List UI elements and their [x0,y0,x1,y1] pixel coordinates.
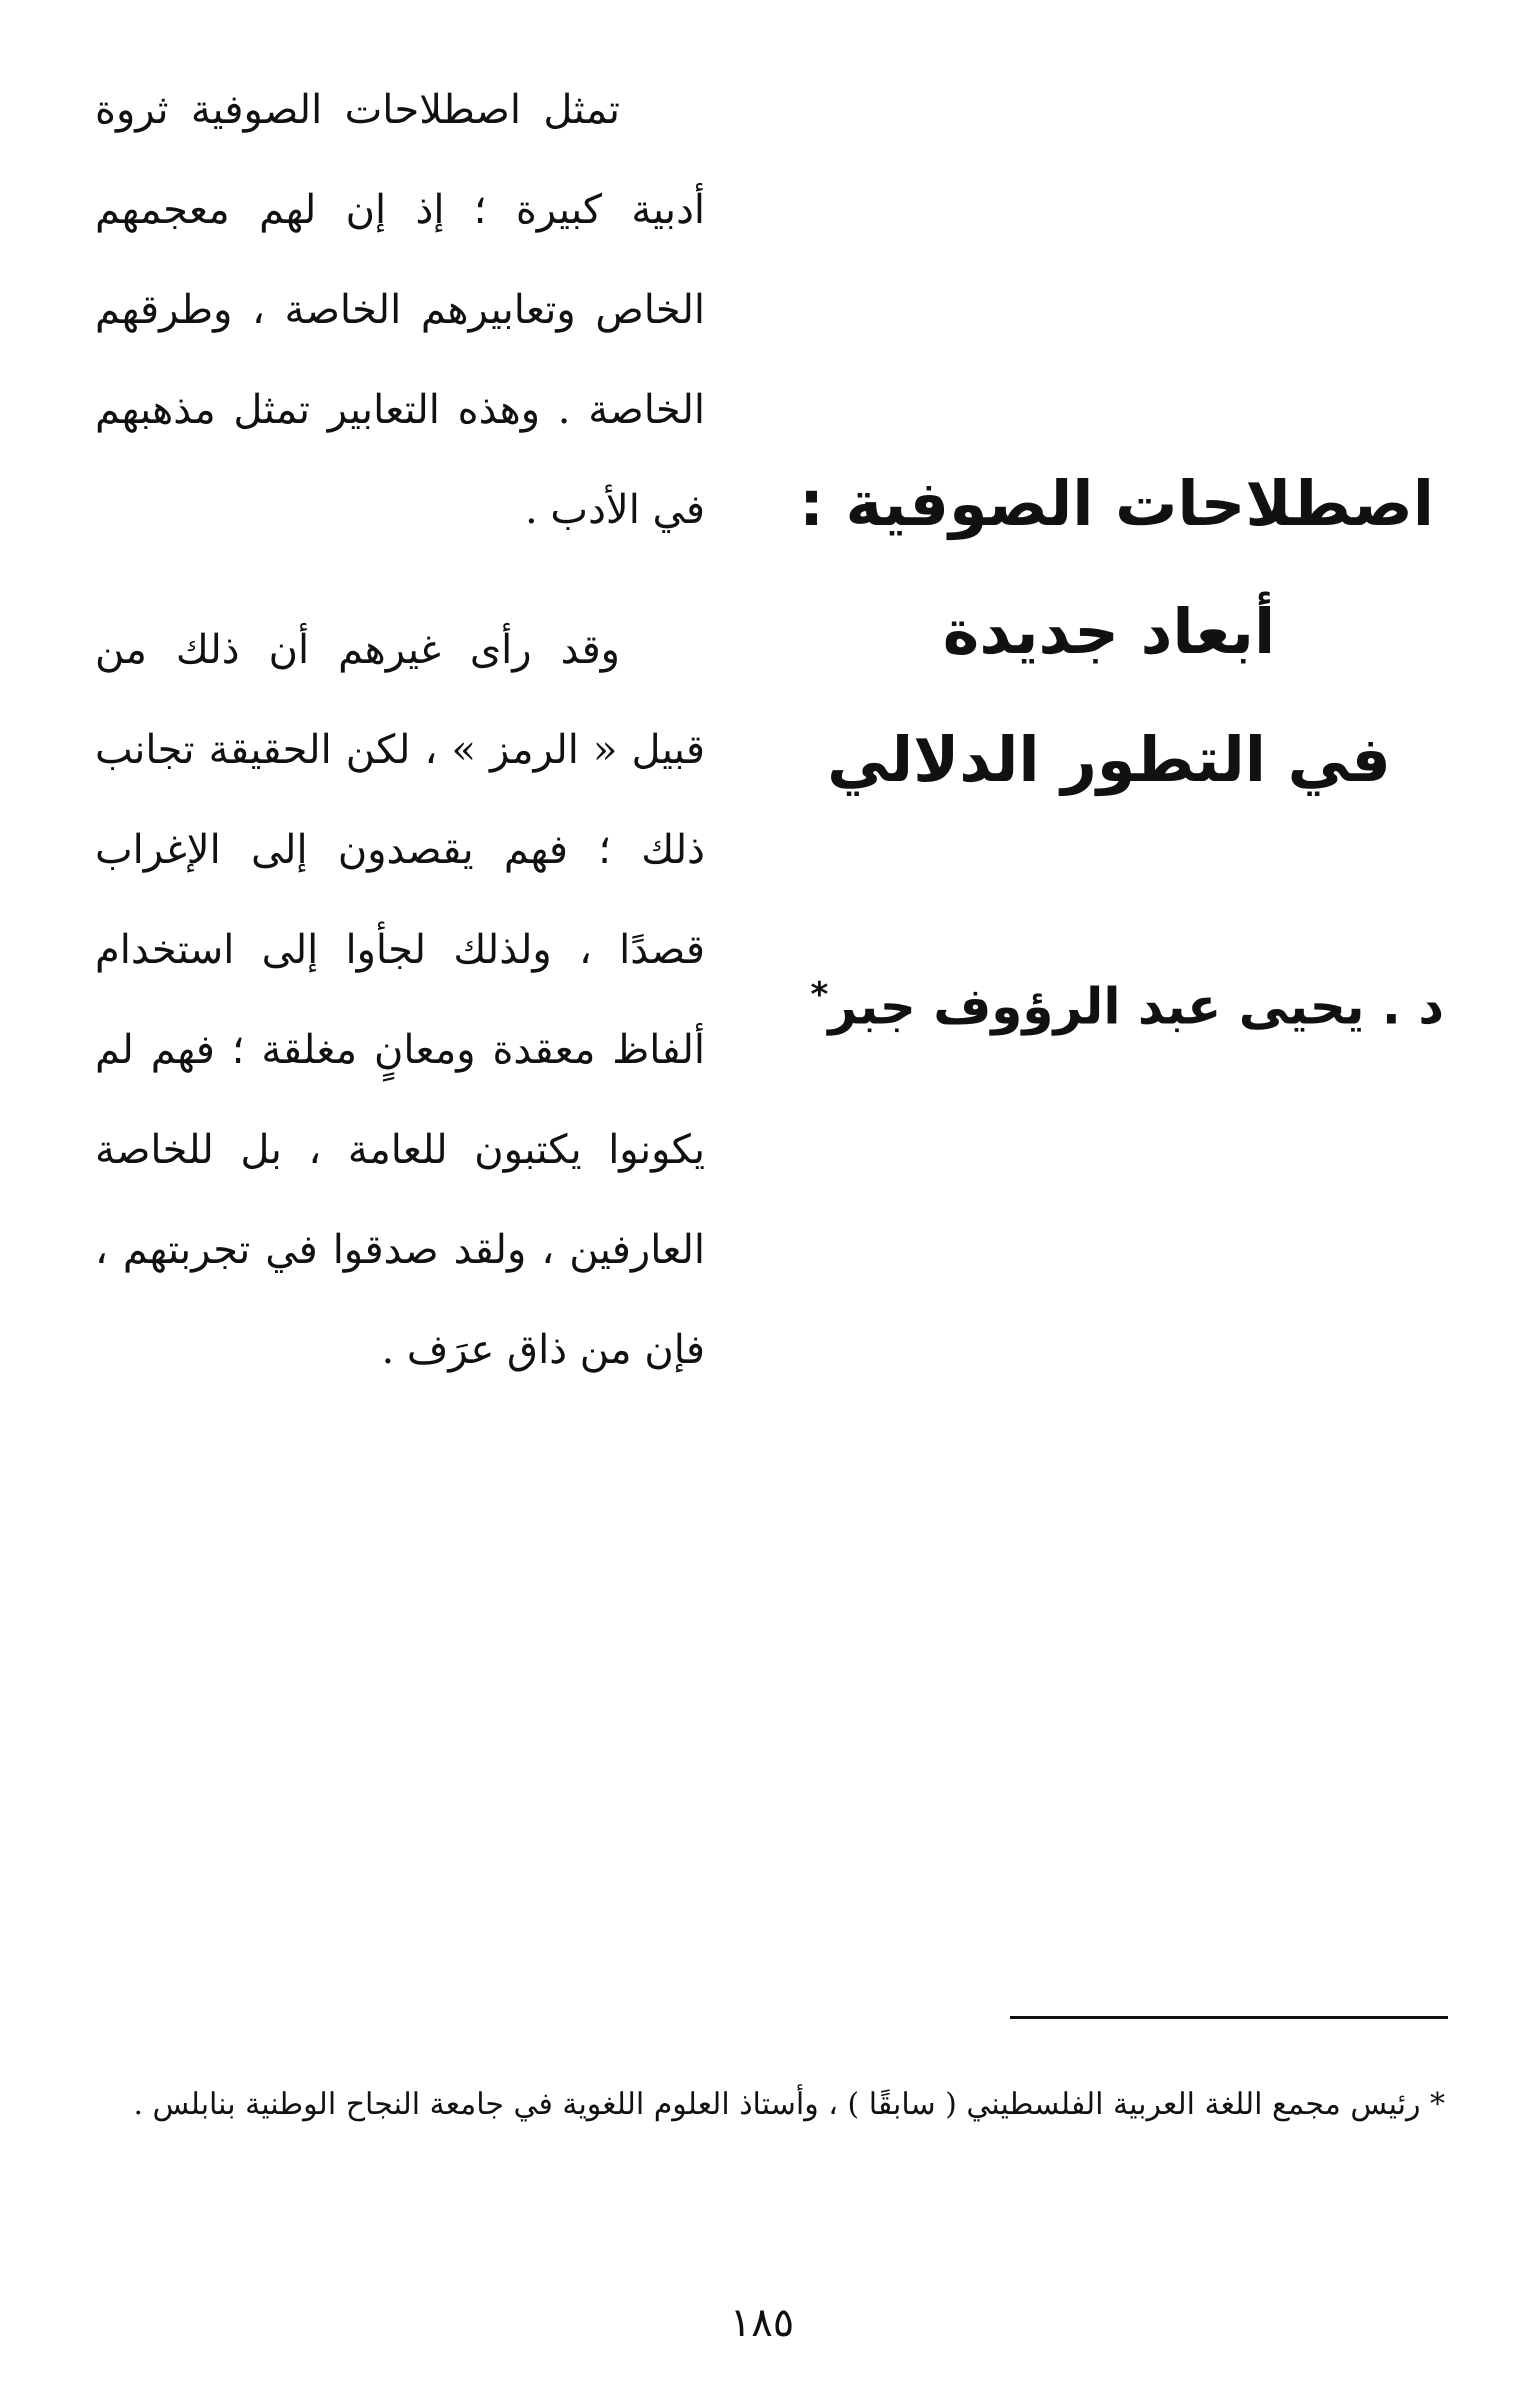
author-name: د . يحيى عبد الرؤوف جبر [828,977,1444,1036]
article-title [784,440,1434,824]
page-number: ١٨٥ [729,2300,795,2346]
author-byline [804,960,1444,1042]
title-line-1: اصطلاحات الصوفية : [799,467,1434,540]
body-text-column [95,60,705,1400]
title-line-3: في التطور الدلالي [827,723,1391,796]
body-paragraph-2: وقد رأى غيرهم أن ذلك من قبيل « الرمز » ، لكن الحقيقة تجانب ذلك ؛ فهم يقصدون إلى الإغراب قصدًا ، ولذلك لجأوا إلى استخدام ألفاظ معقدة ومعانٍ مغلقة ؛ فهم لم يكونوا يكتبون للعامة ، بل للخاصة العارفين ، ولقد صدقوا في تجربتهم ، فإن من ذاق عرَف . [95,627,705,1373]
title-line-2: أبعاد جديدة [942,595,1276,668]
body-paragraph-1: تمثل اصطلاحات الصوفية ثروة أدبية كبيرة ؛ إذ إن لهم معجمهم الخاص وتعابيرهم الخاصة ، وطرقهم الخاصة . وهذه التعابير تمثل مذهبهم في الأدب . [95,87,705,533]
footnote: * رئيس مجمع اللغة العربية الفلسطيني ( سابقًا ) ، وأستاذ العلوم اللغوية في جامعة النجاح الوطنية بنابلس . [133,2087,1445,2122]
footnote-marker: * [810,975,829,1015]
footnote-divider [1010,2016,1448,2019]
